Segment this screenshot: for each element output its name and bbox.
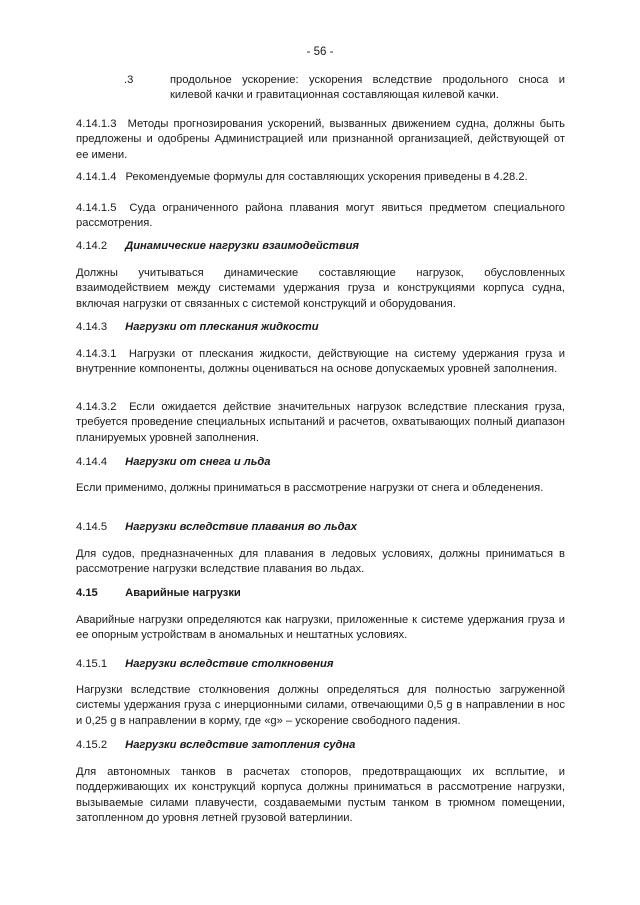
heading-number: 4.15.1 bbox=[76, 658, 108, 670]
paragraph-text: Рекомендуемые формулы для составляющих ускорения приведены в 4.28.2. bbox=[125, 171, 528, 183]
paragraph-text: Должны учитываться динамические составляющие нагрузок, обусловленных взаимодействием между системами удержания груза и конструкциями корпуса судна, включая нагрузки от связанных с системой конструкций и оборудования. bbox=[76, 267, 565, 310]
heading-title: Нагрузки от плескания жидкости bbox=[125, 321, 319, 333]
paragraph-text: Методы прогнозирования ускорений, вызванных движением судна, должны быть предложены и одобрены Администрацией или признанной организацией, действующей от ее имени. bbox=[76, 118, 566, 161]
list-item-text: продольное ускорение: ускорения вследствие продольного сноса и килевой качки и гравитационная составляющая килевой качки. bbox=[170, 74, 565, 102]
heading-title: Нагрузки вследствие затопления судна bbox=[125, 739, 356, 751]
paragraph-text: Для судов, предназначенных для плавания в ледовых условиях, должны приниматься в рассмотрение нагрузки вследствие плавания во льдах. bbox=[76, 548, 565, 576]
heading-number: 4.14.3 bbox=[76, 321, 108, 333]
paragraph-number: 4.14.1.4 bbox=[76, 171, 117, 183]
paragraph-text: Нагрузки от плескания жидкости, действующие на систему удержания груза и внутренние компоненты, должны оцениваться на основе допускаемых уровней заполнения. bbox=[76, 348, 566, 376]
heading-4-15-1 bbox=[76, 657, 565, 672]
paragraph-4-15 bbox=[76, 613, 565, 644]
page-number: - 56 - bbox=[306, 46, 334, 58]
paragraph-4-15-1 bbox=[76, 683, 565, 729]
heading-title: Нагрузки от снега и льда bbox=[125, 456, 271, 468]
paragraph-text: Аварийные нагрузки определяются как нагрузки, приложенные к системе удержания груза и ее опорным устройствам в аномальных и нештатных условиях. bbox=[76, 614, 565, 642]
heading-number: 4.15.2 bbox=[76, 739, 108, 751]
paragraph-4-14-4 bbox=[76, 481, 565, 496]
heading-4-15-2 bbox=[76, 738, 565, 753]
heading-title: Аварийные нагрузки bbox=[125, 587, 241, 599]
heading-title: Динамические нагрузки взаимодействия bbox=[125, 240, 360, 252]
paragraph-4-14-3-2 bbox=[76, 400, 565, 446]
heading-number: 4.14.5 bbox=[76, 521, 108, 533]
heading-title: Нагрузки вследствие плавания во льдах bbox=[125, 521, 357, 533]
paragraph-4-14-1-3 bbox=[76, 117, 565, 163]
paragraph-text: Если ожидается действие значительных нагрузок вследствие плескания груза, требуется проведение специальных испытаний и расчетов, охватывающих полный диапазон планируемых уровней заполнения. bbox=[76, 401, 566, 444]
paragraph-4-14-3-1 bbox=[76, 347, 565, 378]
list-marker: .3 bbox=[124, 74, 134, 86]
heading-number: 4.14.4 bbox=[76, 456, 108, 468]
paragraph-number: 4.14.3.1 bbox=[76, 348, 117, 360]
paragraph-4-15-2 bbox=[76, 765, 565, 826]
heading-4-14-4 bbox=[76, 455, 565, 470]
heading-4-14-2 bbox=[76, 239, 565, 254]
paragraph-number: 4.14.1.3 bbox=[76, 118, 117, 130]
paragraph-text: Для автономных танков в расчетах стопоров, предотвращающих их всплытие, и поддерживающих их конструкций корпуса должны приниматься в рассмотрение нагрузки, вызываемые силами плавучести, создаваемыми пустым танком в трюмном помещении, затопленном до уровня летней грузовой ватерлинии. bbox=[76, 766, 565, 824]
paragraph-text: Если применимо, должны приниматься в рассмотрение нагрузки от снега и обледенения. bbox=[76, 482, 544, 494]
paragraph-text: Нагрузки вследствие столкновения должны определяться для полностью загруженной системы удержания груза с инерционными силами, отвечающими 0,5 g в направлении в нос и 0,25 g в направлении в корму, где «g» – ускорение свободного падения. bbox=[76, 684, 565, 727]
paragraph-4-14-1-4 bbox=[76, 170, 565, 185]
list-item-3 bbox=[118, 73, 565, 105]
paragraph-number: 4.14.1.5 bbox=[76, 202, 117, 214]
heading-number: 4.14.2 bbox=[76, 240, 108, 252]
heading-4-14-3 bbox=[76, 320, 565, 335]
paragraph-4-14-1-5 bbox=[76, 201, 565, 232]
heading-number: 4.15 bbox=[76, 587, 98, 599]
heading-4-15 bbox=[76, 586, 565, 601]
heading-title: Нагрузки вследствие столкновения bbox=[125, 658, 334, 670]
paragraph-number: 4.14.3.2 bbox=[76, 401, 117, 413]
paragraph-text: Суда ограниченного района плавания могут явиться предметом специального рассмотрения. bbox=[76, 202, 566, 230]
paragraph-4-14-5 bbox=[76, 547, 565, 578]
paragraph-4-14-2 bbox=[76, 266, 565, 312]
heading-4-14-5 bbox=[76, 520, 565, 535]
